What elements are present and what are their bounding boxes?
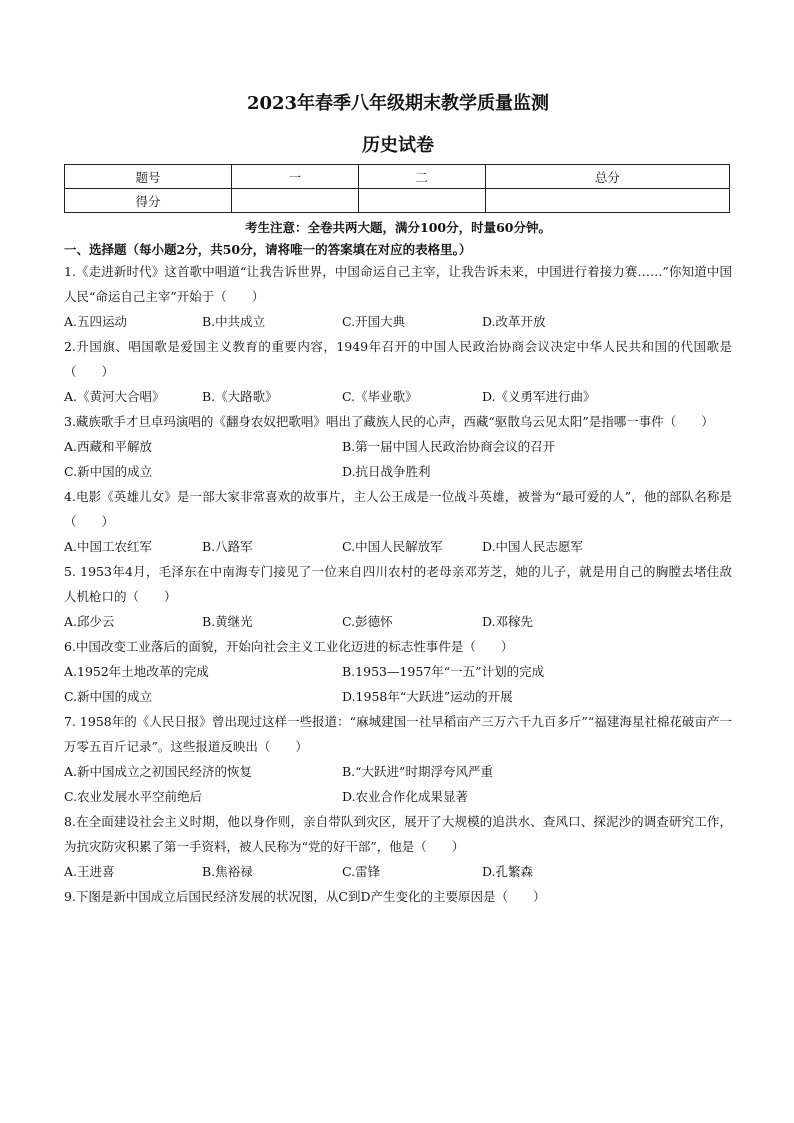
option: B.焦裕禄 bbox=[202, 864, 253, 879]
option: D.孔繁森 bbox=[482, 864, 534, 879]
score-table-header-cell: 题号 bbox=[65, 165, 232, 189]
score-table-header-cell: 总分 bbox=[485, 165, 729, 189]
option: D.农业合作化成果显著 bbox=[342, 789, 469, 804]
option: A.《黄河大合唱》 bbox=[64, 389, 165, 404]
option: B.《大路歌》 bbox=[202, 389, 278, 404]
score-input-cell[interactable] bbox=[358, 189, 485, 213]
question-stem: 8.在全面建设社会主义时期，他以身作则，亲自带队到灾区，展开了大规模的追洪水、查风口、探泥沙的调查研究工作，为抗灾防灾积累了第一手资料，被人民称为“党的好干部”，他是（ ） bbox=[64, 814, 732, 854]
option: C.彭德怀 bbox=[342, 614, 393, 629]
option: C.《毕业歌》 bbox=[342, 389, 418, 404]
score-input-cell[interactable] bbox=[232, 189, 359, 213]
option: C.新中国的成立 bbox=[64, 464, 153, 479]
option: B.1953—1957年“一五”计划的完成 bbox=[342, 664, 545, 679]
option: A.邱少云 bbox=[64, 614, 115, 629]
option: A.新中国成立之初国民经济的恢复 bbox=[64, 764, 253, 779]
option: B.八路军 bbox=[202, 539, 253, 554]
option-list bbox=[64, 784, 732, 809]
score-table-header-cell: 一 bbox=[232, 165, 359, 189]
option: B.中共成立 bbox=[202, 314, 266, 329]
option: C.雷锋 bbox=[342, 864, 381, 879]
option: C.新中国的成立 bbox=[64, 689, 153, 704]
score-input-cell[interactable] bbox=[485, 189, 729, 213]
option: D.改革开放 bbox=[482, 314, 546, 329]
option: D.邓稼先 bbox=[482, 614, 534, 629]
exam-notice: 考生注意：全卷共两大题，满分100分，时量60分钟。 bbox=[245, 220, 551, 235]
option-list bbox=[64, 859, 732, 884]
option-list bbox=[64, 384, 732, 409]
option: A.1952年土地改革的完成 bbox=[64, 664, 209, 679]
question-stem: 5. 1953年4月，毛泽东在中南海专门接见了一位来自四川农村的老母亲邓芳芝，她的儿子，就是用自己的胸膛去堵住敌人机枪口的（ ） bbox=[64, 564, 732, 604]
option: B.黄继光 bbox=[202, 614, 253, 629]
option: C.开国大典 bbox=[342, 314, 406, 329]
exam-page bbox=[64, 92, 732, 909]
option: B.“大跃进”时期浮夸风严重 bbox=[342, 764, 493, 779]
exam-title: 2023年春季八年级期末教学质量监测 bbox=[246, 93, 550, 114]
question-stem: 9.下图是新中国成立后国民经济发展的状况图，从C到D产生变化的主要原因是（ ） bbox=[64, 889, 546, 904]
option-list bbox=[64, 309, 732, 334]
option: C.农业发展水平空前绝后 bbox=[64, 789, 203, 804]
option: D.《义勇军进行曲》 bbox=[482, 389, 596, 404]
option-list bbox=[64, 609, 732, 634]
option: D.中国人民志愿军 bbox=[482, 539, 584, 554]
option: B.第一届中国人民政治协商会议的召开 bbox=[342, 439, 556, 454]
score-table-header-cell: 二 bbox=[358, 165, 485, 189]
option: A.王进喜 bbox=[64, 864, 115, 879]
question-stem: 6.中国改变工业落后的面貌，开始向社会主义工业化迈进的标志性事件是（ ） bbox=[64, 639, 514, 654]
option-list bbox=[64, 659, 732, 684]
option-list bbox=[64, 534, 732, 559]
option-list bbox=[64, 434, 732, 459]
question-stem: 1.《走进新时代》这首歌中唱道“让我告诉世界，中国命运自己主宰，让我告诉未来，中国进行着接力赛……”你知道中国人民“命运自己主宰”开始于（ ） bbox=[64, 264, 732, 304]
option-list bbox=[64, 759, 732, 784]
score-row-label: 得分 bbox=[65, 189, 232, 213]
option: D.抗日战争胜利 bbox=[342, 464, 431, 479]
question-stem: 2.升国旗、唱国歌是爱国主义教育的重要内容，1949年召开的中国人民政治协商会议决定中华人民共和国的代国歌是（ ） bbox=[64, 339, 732, 379]
option: A.五四运动 bbox=[64, 314, 128, 329]
question-stem: 7. 1958年的《人民日报》曾出现过这样一些报道：“麻城建国一社早稻亩产三万六千九百多斤”“福建海星社棉花破亩产一万零五百斤记录”。这些报道反映出（ ） bbox=[64, 714, 732, 754]
section-heading: 一、选择题（每小题2分，共50分，请将唯一的答案填在对应的表格里。） bbox=[64, 242, 472, 257]
option: D.1958年“大跃进”运动的开展 bbox=[342, 689, 513, 704]
exam-subject: 历史试卷 bbox=[362, 135, 434, 156]
option: A.中国工农红军 bbox=[64, 539, 153, 554]
score-table bbox=[64, 164, 730, 213]
score-table-score-row bbox=[65, 189, 730, 213]
option-list bbox=[64, 684, 732, 709]
question-stem: 4.电影《英雄儿女》是一部大家非常喜欢的故事片，主人公王成是一位战斗英雄，被誉为“最可爱的人”，他的部队名称是（ ） bbox=[64, 489, 732, 529]
score-table-header-row bbox=[65, 165, 730, 189]
option: C.中国人民解放军 bbox=[342, 539, 443, 554]
option-list bbox=[64, 459, 732, 484]
question-stem: 3.藏族歌手才旦卓玛演唱的《翻身农奴把歌唱》唱出了藏族人民的心声，西藏“驱散乌云见太阳”是指哪一事件（ ） bbox=[64, 414, 714, 429]
option: A.西藏和平解放 bbox=[64, 439, 153, 454]
